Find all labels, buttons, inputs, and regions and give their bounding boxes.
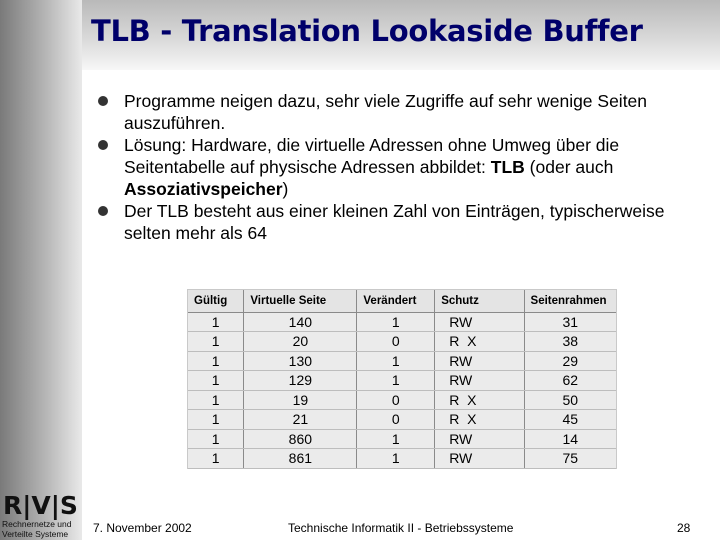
cell: 1 (357, 449, 435, 469)
bullet-text: ) (282, 179, 289, 199)
cell: 75 (524, 449, 616, 469)
col-header-gueltig: Gültig (188, 290, 244, 312)
cell: 50 (524, 390, 616, 410)
cell: 1 (188, 449, 244, 469)
cell: 38 (524, 332, 616, 352)
left-sidebar-gradient (0, 0, 82, 540)
table-row (188, 410, 616, 430)
tlb-term: TLB (490, 157, 525, 177)
table-row (188, 312, 616, 332)
bullet-dot-icon (98, 96, 108, 106)
cell: 19 (244, 390, 357, 410)
tlb-table (188, 290, 616, 469)
cell: 1 (188, 351, 244, 371)
cell: 1 (188, 371, 244, 391)
table-row (188, 390, 616, 410)
cell: RW (435, 429, 524, 449)
cell: R X (435, 332, 524, 352)
assoc-term: Assoziativspeicher (124, 179, 283, 199)
cell: 130 (244, 351, 357, 371)
bullet-text: Der TLB besteht aus einer kleinen Zahl von Einträgen, typischerweise selten mehr als 64 (124, 201, 665, 243)
cell: R X (435, 410, 524, 430)
cell: 31 (524, 312, 616, 332)
bullet-list (98, 90, 708, 244)
cell: 1 (188, 332, 244, 352)
cell: 1 (357, 371, 435, 391)
bullet-item (98, 200, 708, 244)
footer-course: Technische Informatik II - Betriebssysteme (288, 521, 514, 535)
logo-text: R|V|S (3, 491, 78, 520)
cell: 140 (244, 312, 357, 332)
bullet-item (98, 134, 708, 200)
table-row (188, 449, 616, 469)
cell: 860 (244, 429, 357, 449)
cell: 1 (357, 351, 435, 371)
cell: 1 (188, 390, 244, 410)
tlb-table-image (187, 289, 617, 469)
cell: 21 (244, 410, 357, 430)
bullet-item (98, 90, 708, 134)
bullet-dot-icon (98, 140, 108, 150)
cell: RW (435, 351, 524, 371)
bullet-text: Programme neigen dazu, sehr viele Zugriffe auf sehr wenige Seiten auszuführen. (124, 91, 648, 133)
table-row (188, 351, 616, 371)
slide-title: TLB - Translation Lookaside Buffer (91, 14, 643, 48)
cell: 45 (524, 410, 616, 430)
cell: 0 (357, 390, 435, 410)
cell: 1 (188, 410, 244, 430)
cell: 1 (357, 312, 435, 332)
logo-line-2: Verteilte Systeme (2, 529, 69, 539)
cell: 0 (357, 410, 435, 430)
cell: 1 (188, 312, 244, 332)
footer-date: 7. November 2002 (93, 521, 192, 535)
col-header-schutz: Schutz (435, 290, 524, 312)
cell: 0 (357, 332, 435, 352)
cell: 29 (524, 351, 616, 371)
cell: 1 (188, 429, 244, 449)
col-header-virtuelle-seite: Virtuelle Seite (244, 290, 357, 312)
table-row (188, 332, 616, 352)
col-header-veraendert: Verändert (357, 290, 435, 312)
page-number: 28 (677, 521, 691, 535)
col-header-seitenrahmen: Seitenrahmen (524, 290, 616, 312)
rvs-logo (2, 493, 82, 540)
bullet-dot-icon (98, 206, 108, 216)
cell: R X (435, 390, 524, 410)
cell: 129 (244, 371, 357, 391)
logo-line-1: Rechnernetze und (2, 519, 72, 529)
cell: 14 (524, 429, 616, 449)
cell: RW (435, 449, 524, 469)
cell: 20 (244, 332, 357, 352)
cell: RW (435, 371, 524, 391)
table-row (188, 429, 616, 449)
cell: 861 (244, 449, 357, 469)
table-row (188, 371, 616, 391)
cell: 1 (357, 429, 435, 449)
bullet-text: (oder auch (524, 157, 614, 177)
table-header-row (188, 290, 616, 312)
cell: 62 (524, 371, 616, 391)
cell: RW (435, 312, 524, 332)
bullet-text: Lösung: Hardware, die virtuelle Adressen ohne Umweg über die Seitentabelle auf physische Adressen abbildet: (124, 135, 620, 177)
